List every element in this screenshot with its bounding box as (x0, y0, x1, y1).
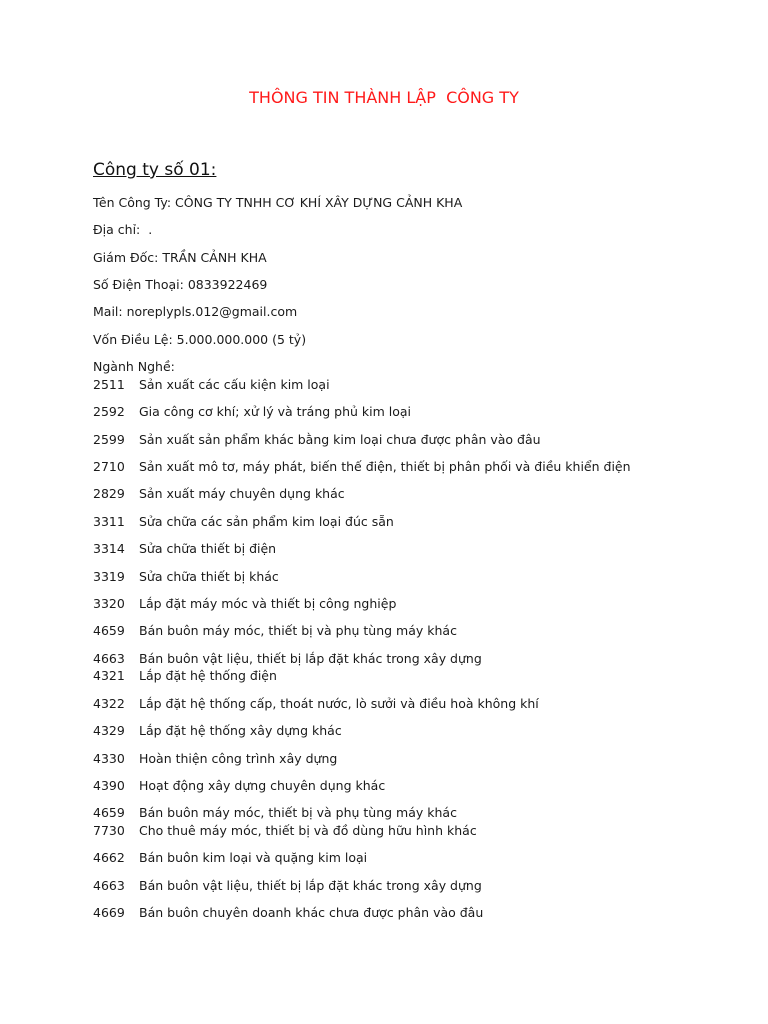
sector-code: 4321 (93, 668, 125, 683)
sector-description: Bán buôn máy móc, thiết bị và phụ tùng máy khác (139, 805, 457, 820)
sector-description: Bán buôn vật liệu, thiết bị lắp đặt khác trong xây dựng (139, 878, 482, 893)
sector-row (93, 514, 394, 529)
sector-code: 3319 (93, 569, 125, 584)
sector-description: Cho thuê máy móc, thiết bị và đồ dùng hữu hình khác (139, 823, 477, 838)
sector-description: Bán buôn vật liệu, thiết bị lắp đặt khác trong xây dựng (139, 651, 482, 666)
sector-row (93, 778, 385, 793)
sector-description: Sản xuất các cấu kiện kim loại (139, 377, 330, 392)
sector-code: 4330 (93, 751, 125, 766)
company-heading: Công ty số 01: (93, 160, 217, 180)
sector-row (93, 459, 631, 474)
sector-description: Bán buôn máy móc, thiết bị và phụ tùng máy khác (139, 623, 457, 638)
sector-description: Lắp đặt hệ thống điện (139, 668, 277, 683)
sector-code: 2829 (93, 486, 125, 501)
sector-description: Sửa chữa thiết bị điện (139, 541, 277, 556)
sector-row (93, 805, 457, 820)
page-title: THÔNG TIN THÀNH LẬP CÔNG TY (249, 88, 519, 107)
company-director: Giám Đốc: TRẦN CẢNH KHA (93, 250, 267, 265)
sector-row (93, 651, 482, 666)
sector-code: 7730 (93, 823, 125, 838)
sector-row (93, 751, 337, 766)
sector-description: Sản xuất máy chuyên dụng khác (139, 486, 345, 501)
sector-code: 4322 (93, 696, 125, 711)
sector-row (93, 404, 411, 419)
sector-code: 2592 (93, 404, 125, 419)
sector-description: Lắp đặt hệ thống cấp, thoát nước, lò sưởi và điều hoà không khí (139, 696, 539, 711)
company-phone: Số Điện Thoại: 0833922469 (93, 277, 268, 292)
sector-code: 4659 (93, 623, 125, 638)
sector-code: 4663 (93, 878, 125, 893)
sector-row (93, 905, 483, 920)
sector-code: 3320 (93, 596, 125, 611)
company-name: Tên Công Ty: CÔNG TY TNHH CƠ KHÍ XÂY DỰNG CẢNH KHA (93, 195, 463, 210)
sector-code: 3311 (93, 514, 125, 529)
sector-row (93, 377, 330, 392)
sector-row (93, 569, 279, 584)
sector-row (93, 668, 277, 683)
sector-description: Hoạt động xây dựng chuyên dụng khác (139, 778, 386, 793)
company-mail: Mail: noreplypls.012@gmail.com (93, 304, 298, 319)
sector-code: 4669 (93, 905, 125, 920)
sector-description: Sửa chữa các sản phẩm kim loại đúc sẵn (139, 514, 394, 529)
sector-row (93, 541, 276, 556)
sector-row (93, 432, 541, 447)
company-address: Địa chỉ: . (93, 222, 153, 237)
sector-description: Gia công cơ khí; xử lý và tráng phủ kim loại (139, 404, 412, 419)
sector-code: 4390 (93, 778, 125, 793)
sector-row (93, 878, 482, 893)
sector-code: 4659 (93, 805, 125, 820)
sector-description: Lắp đặt máy móc và thiết bị công nghiệp (139, 596, 397, 611)
sector-description: Lắp đặt hệ thống xây dựng khác (139, 723, 342, 738)
sector-description: Hoàn thiện công trình xây dựng (139, 751, 338, 766)
sectors-label: Ngành Nghề: (93, 359, 175, 374)
sector-row (93, 823, 477, 838)
sector-code: 3314 (93, 541, 125, 556)
sector-description: Sản xuất sản phẩm khác bằng kim loại chưa được phân vào đâu (139, 432, 541, 447)
sector-row (93, 850, 367, 865)
sector-code: 2710 (93, 459, 125, 474)
sector-row (93, 623, 457, 638)
sector-code: 4662 (93, 850, 125, 865)
sector-code: 4329 (93, 723, 125, 738)
sector-code: 4663 (93, 651, 125, 666)
sector-description: Bán buôn chuyên doanh khác chưa được phân vào đâu (139, 905, 484, 920)
sector-row (93, 696, 539, 711)
sector-row (93, 723, 342, 738)
sector-description: Sản xuất mô tơ, máy phát, biến thế điện, thiết bị phân phối và điều khiển điện (139, 459, 631, 474)
company-capital: Vốn Điều Lệ: 5.000.000.000 (5 tỷ) (93, 332, 307, 347)
sector-description: Sửa chữa thiết bị khác (139, 569, 279, 584)
sector-code: 2599 (93, 432, 125, 447)
sector-code: 2511 (93, 377, 125, 392)
sector-row (93, 486, 345, 501)
sector-row (93, 596, 396, 611)
sector-description: Bán buôn kim loại và quặng kim loại (139, 850, 368, 865)
